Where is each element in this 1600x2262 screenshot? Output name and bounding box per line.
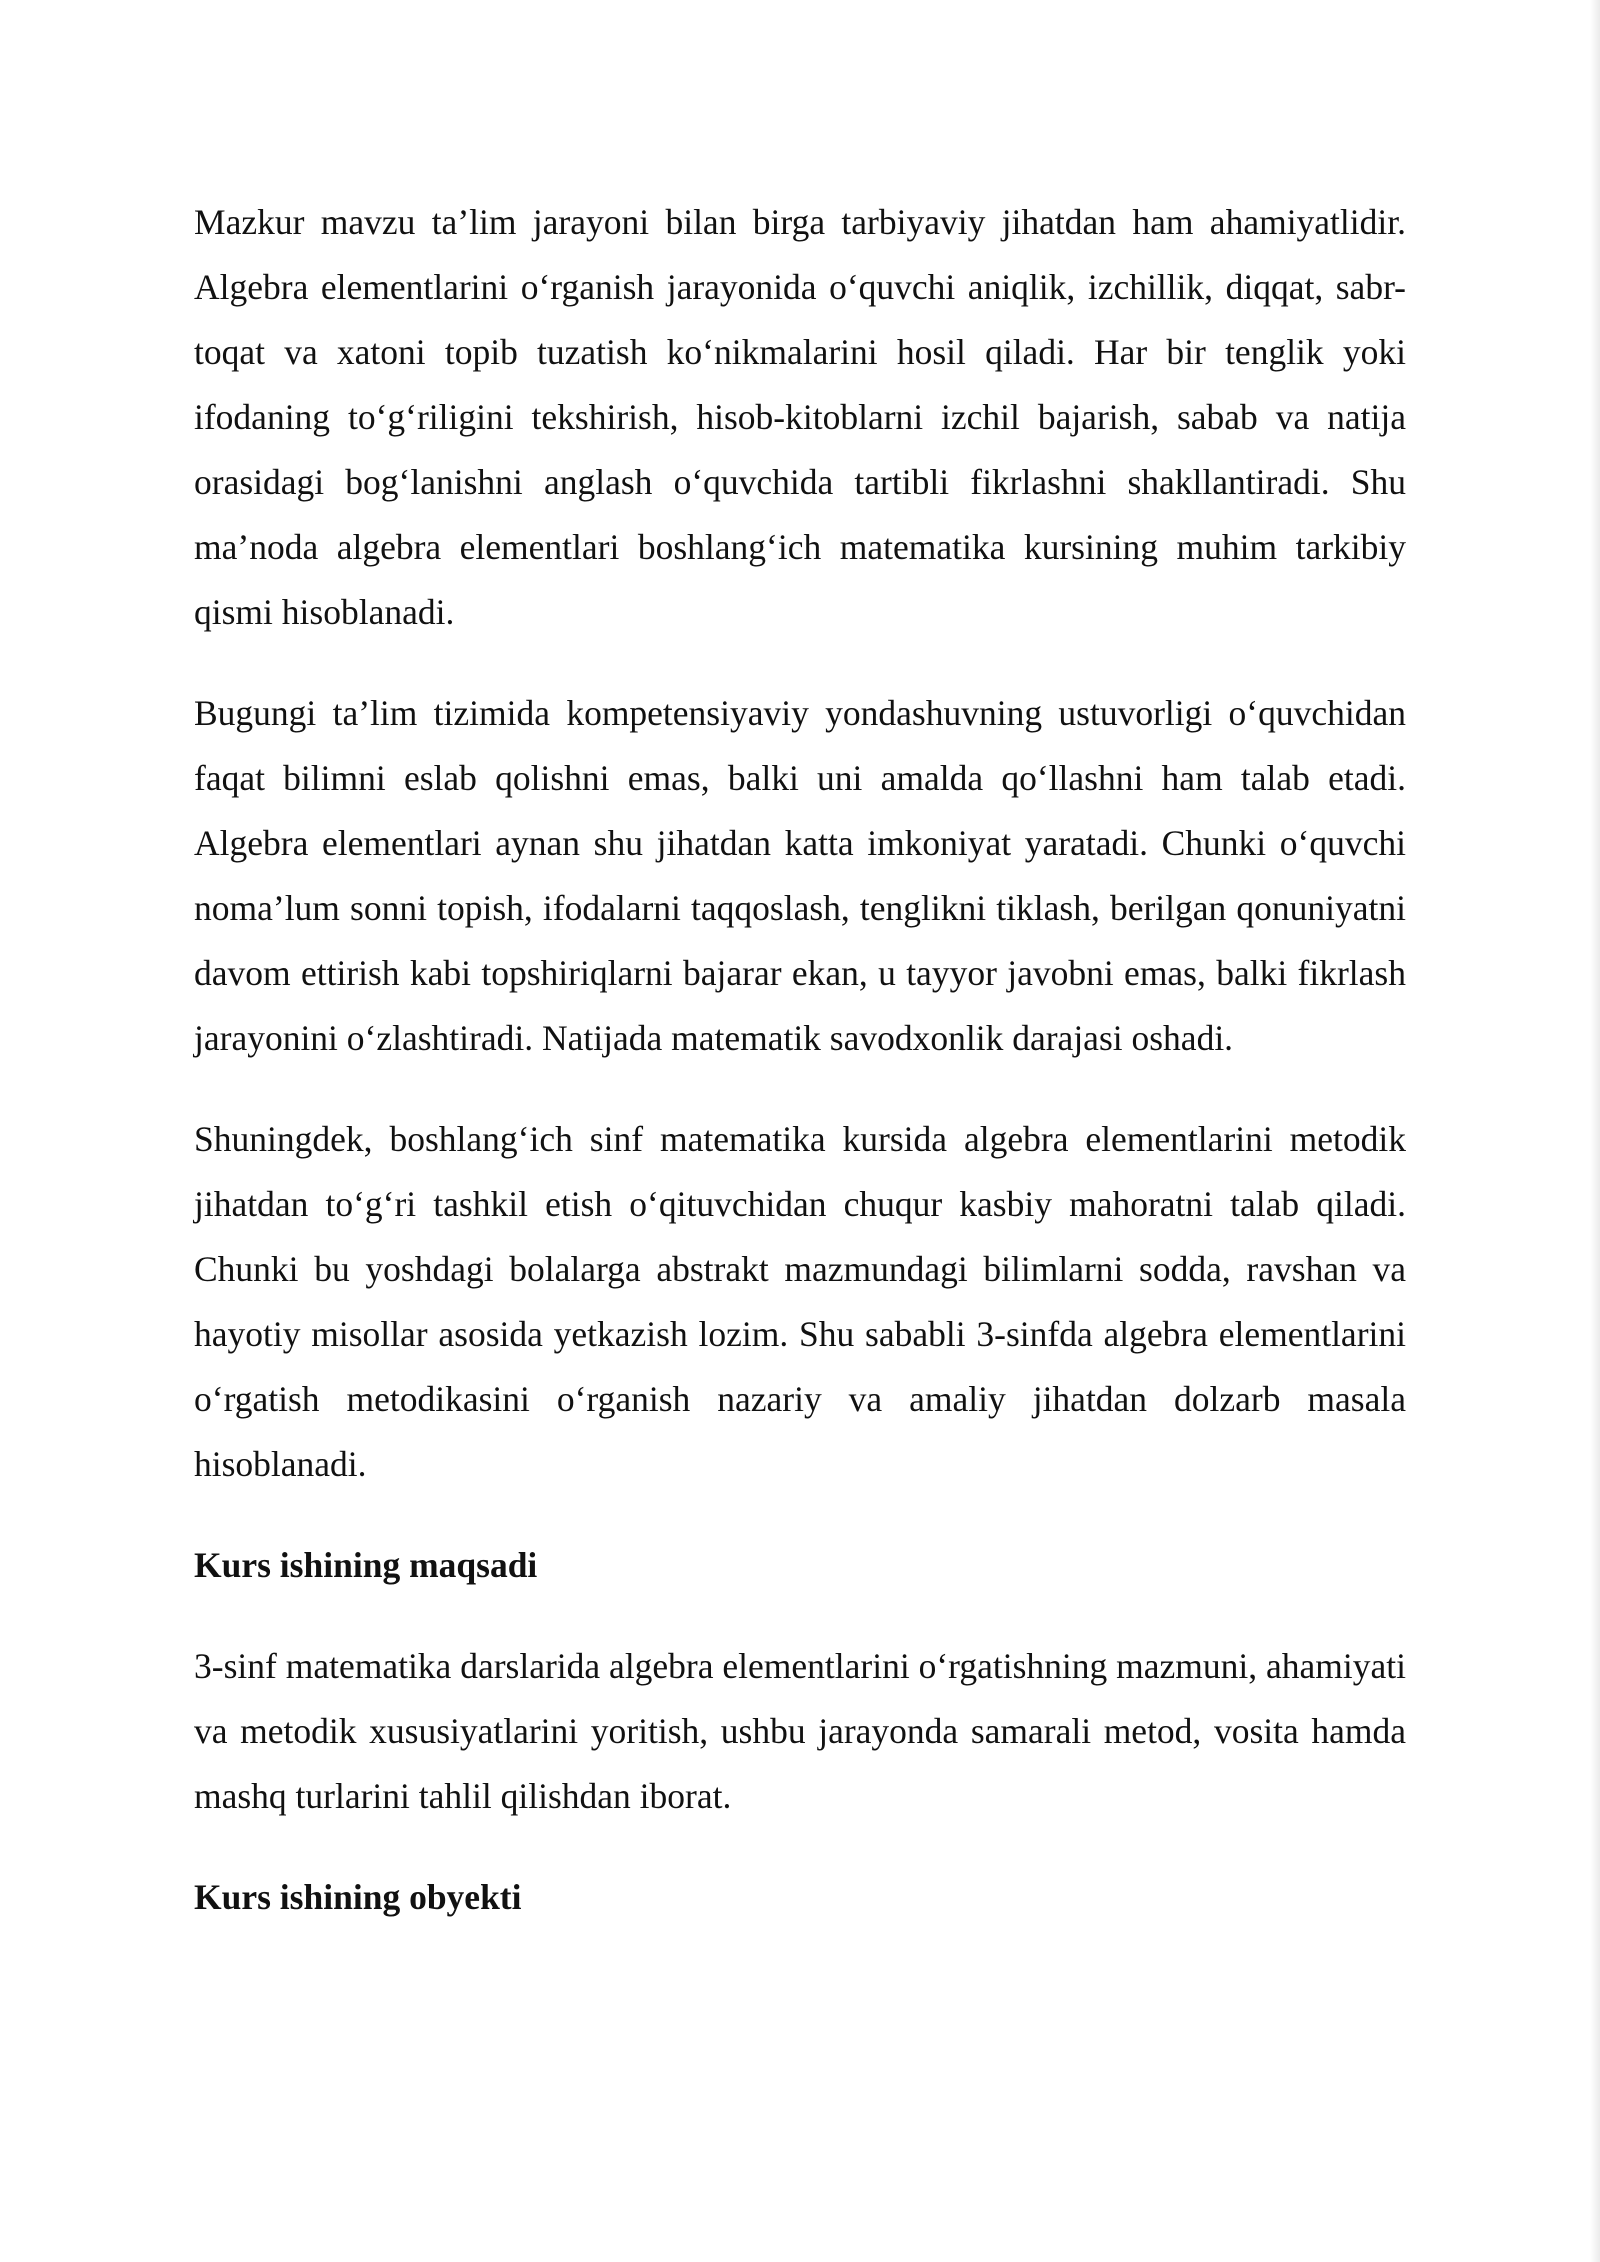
intro-paragraph-2: Bugungi ta’lim tizimida kompetensiyaviy yondashuvning ustuvorligi o‘quvchidan faqat bilimni eslab qolishni emas, balki uni amalda qo‘llashni ham talab etadi. Algebra elementlari aynan shu jihatdan katta imkoniyat yaratadi. Chunki o‘quvchi noma’lum sonni topish, ifodalarni taqqoslash, tenglikni tiklash, berilgan qonuniyatni davom ettirish kabi topshiriqlarni bajarar ekan, u tayyor javobni emas, balki fikrlash jarayonini o‘zlashtiradi. Natijada matematik savodxonlik darajasi oshadi. bbox=[194, 693, 1406, 1058]
goal-paragraph: 3-sinf matematika darslarida algebra elementlarini o‘rgatishning mazmuni, ahamiyati va metodik xususiyatlarini yoritish, ushbu jarayonda samarali metod, vosita hamda mashq turlarini tahlil qilishdan iborat. bbox=[194, 1646, 1406, 1816]
goal-heading: Kurs ishining maqsadi bbox=[194, 1545, 538, 1585]
intro-paragraph-1: Mazkur mavzu ta’lim jarayoni bilan birga tarbiyaviy jihatdan ham ahamiyatlidir. Algebra elementlarini o‘rganish jarayonida o‘quvchi aniqlik, izchillik, diqqat, sabr-toqat va xatoni topib tuzatish ko‘nikmalarini hosil qiladi. Har bir tenglik yoki ifodaning to‘g‘riligini tekshirish, hisob-kitoblarni izchil bajarish, sabab va natija orasidagi bog‘lanishni anglash o‘quvchida tartibli fikrlashni shakllantiradi. Shu ma’noda algebra elementlari boshlang‘ich matematika kursining muhim tarkibiy qismi hisoblanadi. bbox=[194, 202, 1406, 632]
object-heading: Kurs ishining obyekti bbox=[194, 1877, 522, 1917]
intro-paragraph-3: Shuningdek, boshlang‘ich sinf matematika kursida algebra elementlarini metodik jihatdan to‘g‘ri tashkil etish o‘qituvchidan chuqur kasbiy mahoratni talab qiladi. Chunki bu yoshdagi bolalarga abstrakt mazmundagi bilimlarni sodda, ravshan va hayotiy misollar asosida yetkazish lozim. Shu sababli 3-sinfda algebra elementlarini o‘rgatish metodikasini o‘rganish nazariy va amaliy jihatdan dolzarb masala hisoblanadi. bbox=[194, 1119, 1406, 1484]
